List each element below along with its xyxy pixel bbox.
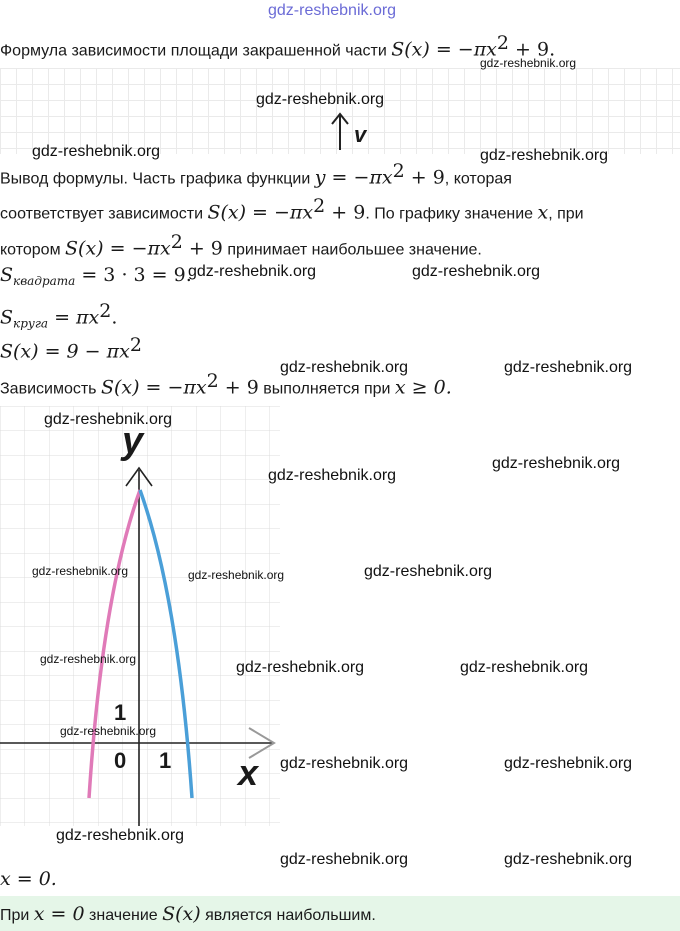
result-value: x = 0.	[0, 868, 57, 890]
site-watermark-header: gdz-reshebnik.org	[268, 2, 397, 19]
watermark: gdz-reshebnik.org	[504, 851, 633, 868]
square-rhs: = 3 · 3 = 9.	[75, 264, 192, 286]
watermark: gdz-reshebnik.org	[280, 359, 409, 376]
derivation-after-3: принимает наибольшее значение.	[222, 241, 482, 259]
conclusion-formula2: S(x)	[162, 903, 201, 925]
derivation-formula-3: S(x) = −πx	[65, 237, 171, 260]
watermark: gdz-reshebnik.org	[60, 724, 157, 738]
watermark: gdz-reshebnik.org	[44, 411, 173, 428]
derivation-line-2	[0, 195, 584, 223]
square-s: S	[0, 264, 14, 286]
derivation-exp-2: 2	[313, 195, 326, 217]
derivation-exp-1: 2	[392, 160, 405, 182]
strip-arrow	[326, 110, 376, 159]
derivation-tail-2: + 9	[325, 201, 366, 224]
derivation-tail-1: + 9	[404, 166, 445, 189]
dependency-after: выполняется при	[258, 380, 395, 398]
watermark: gdz-reshebnik.org	[188, 263, 317, 280]
watermark: gdz-reshebnik.org	[40, 652, 137, 666]
dependency-cond: x ≥ 0.	[394, 376, 452, 399]
square-sub: квадрата	[13, 274, 76, 288]
x-tick-label: 1	[159, 748, 172, 773]
circle-end: .	[111, 306, 118, 329]
circle-exp: 2	[99, 300, 112, 322]
watermark: gdz-reshebnik.org	[188, 568, 285, 582]
watermark: gdz-reshebnik.org	[492, 455, 621, 472]
watermark: gdz-reshebnik.org	[236, 659, 365, 676]
circle-area-formula	[0, 300, 117, 330]
derivation-after-2: . По графику значение	[365, 205, 538, 223]
circle-rhs: = πx	[48, 306, 100, 329]
statement-tail: + 9.	[509, 38, 556, 61]
watermark: gdz-reshebnik.org	[364, 563, 493, 580]
watermark: gdz-reshebnik.org	[280, 851, 409, 868]
watermark: gdz-reshebnik.org	[504, 359, 633, 376]
conclusion-formula: x = 0	[33, 903, 85, 925]
result-formula	[0, 868, 57, 890]
derivation-text-1: Вывод формулы. Часть графика функции	[0, 170, 315, 188]
watermark: gdz-reshebnik.org	[504, 755, 633, 772]
derivation-formula-2: S(x) = −πx	[207, 201, 314, 224]
derivation-text-2: соответствует зависимости	[0, 205, 208, 223]
dependency-tail: + 9	[218, 376, 259, 399]
sx-formula	[0, 334, 142, 362]
dependency-text: Зависимость	[0, 380, 101, 398]
circle-sub: круга	[13, 316, 49, 331]
statement-text: Формула зависимости площади закрашенной части	[0, 42, 392, 60]
formula-statement	[0, 32, 555, 60]
watermark: gdz-reshebnik.org	[280, 755, 409, 772]
watermark: gdz-reshebnik.org	[268, 467, 397, 484]
derivation-tail-3: + 9	[182, 237, 223, 260]
y-axis-label: y	[122, 420, 144, 462]
statement-formula: S(x) = −πx	[391, 38, 497, 61]
derivation-end-2: , при	[548, 205, 584, 223]
circle-s: S	[0, 306, 14, 329]
derivation-formula-1: y = −πx	[314, 166, 393, 189]
watermark: gdz-reshebnik.org	[32, 564, 129, 578]
square-area-formula	[0, 264, 192, 288]
dependency-formula: S(x) = −πx	[100, 376, 207, 399]
conclusion-post: является наибольшим.	[200, 907, 376, 924]
dependency-exp: 2	[206, 370, 219, 392]
sx-body: S(x) = 9 − πx	[0, 340, 130, 363]
watermark: gdz-reshebnik.org	[480, 147, 609, 164]
watermark: gdz-reshebnik.org	[460, 659, 589, 676]
y-tick-label: 1	[114, 700, 127, 725]
derivation-line-1	[0, 160, 512, 188]
derivation-var-2: x	[537, 201, 549, 224]
conclusion-text	[0, 903, 376, 925]
strip-label: v	[354, 122, 367, 147]
derivation-line-3	[0, 231, 482, 259]
watermark: gdz-reshebnik.org	[412, 263, 541, 280]
statement-exp: 2	[496, 32, 509, 54]
watermark: gdz-reshebnik.org	[480, 56, 577, 70]
conclusion-pre: При	[0, 907, 34, 924]
watermark: gdz-reshebnik.org	[32, 143, 161, 160]
x-axis-label: x	[238, 752, 259, 793]
watermark: gdz-reshebnik.org	[256, 91, 385, 108]
derivation-after-1: , которая	[444, 170, 512, 188]
sx-exp: 2	[129, 334, 142, 356]
watermark: gdz-reshebnik.org	[56, 827, 185, 844]
conclusion-mid: значение	[84, 907, 163, 924]
origin-label: 0	[114, 748, 127, 773]
derivation-exp-3: 2	[170, 231, 183, 253]
derivation-text-3: котором	[0, 241, 66, 259]
